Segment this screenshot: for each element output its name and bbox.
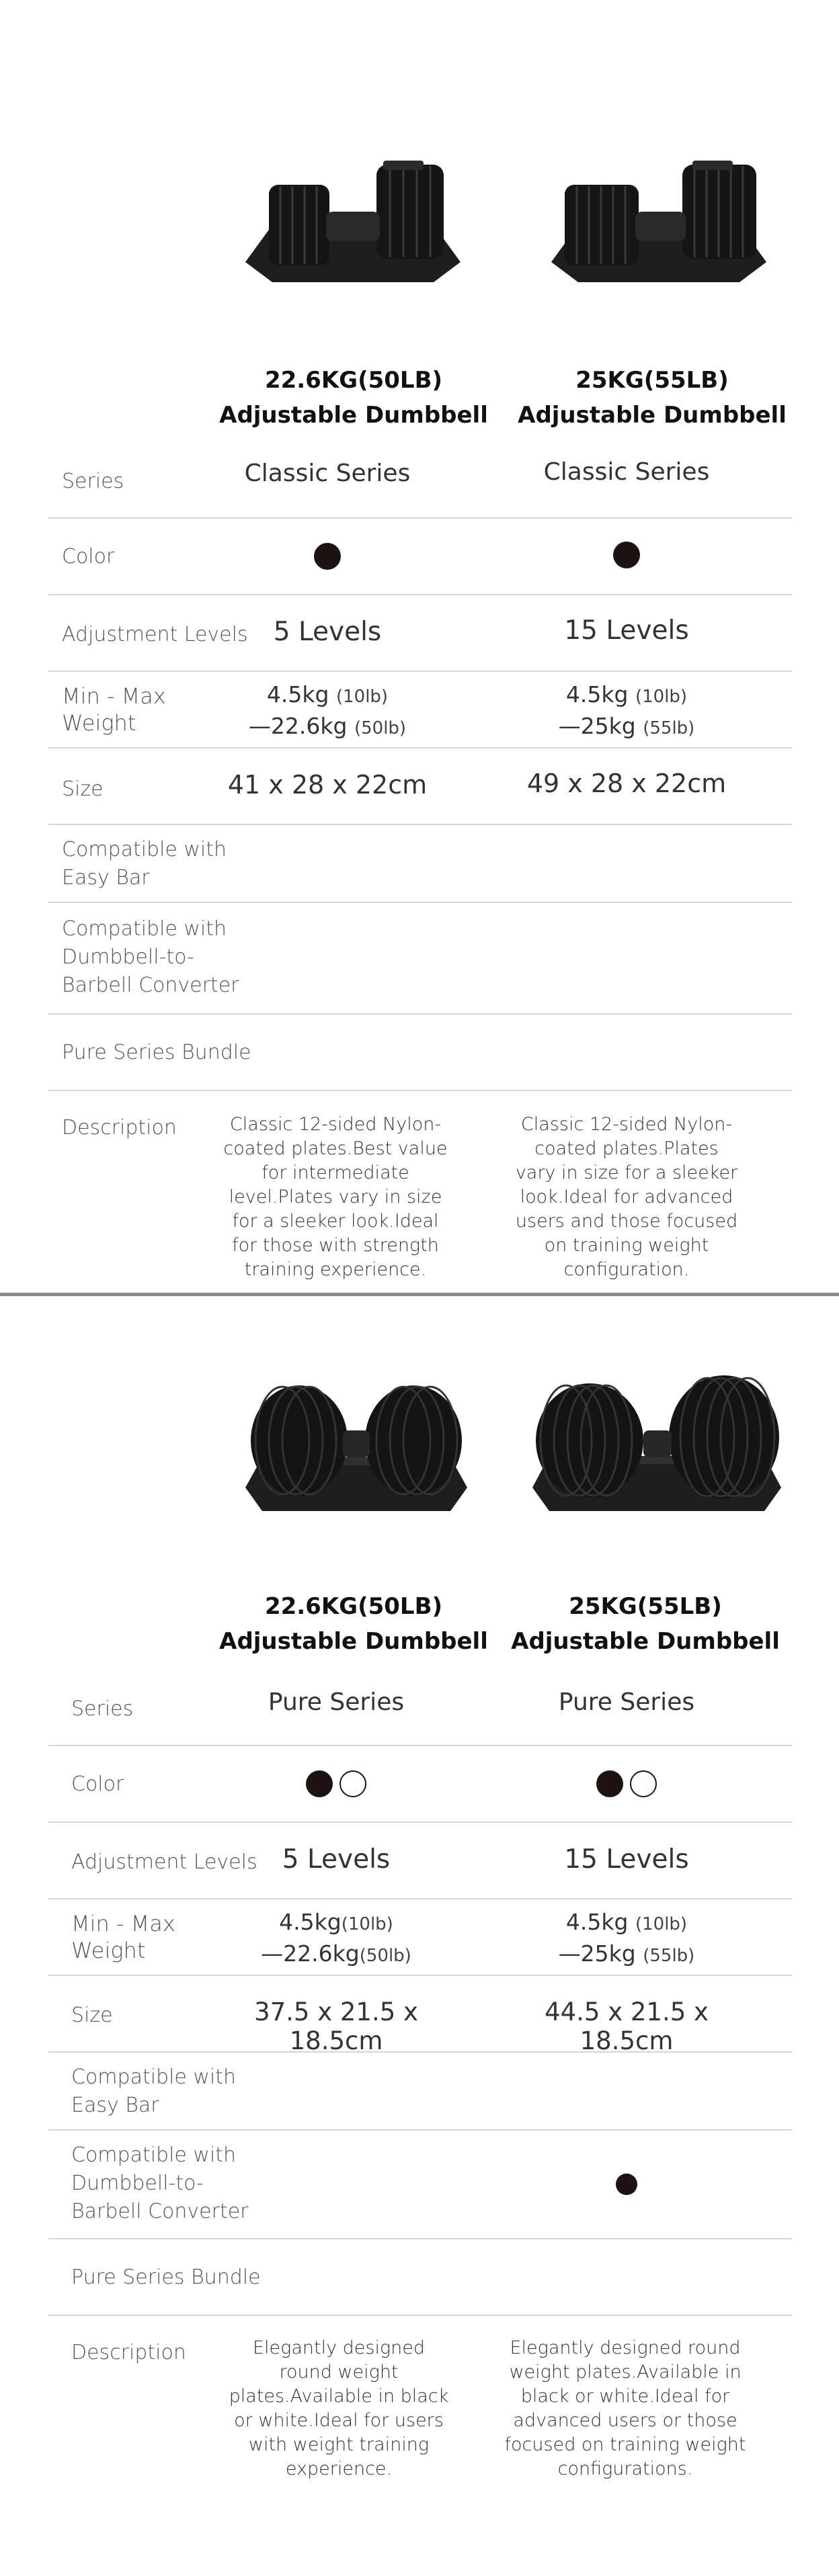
- easy-bar-label: Compatible with Easy Bar: [71, 2065, 237, 2117]
- description-label: Description: [71, 2341, 186, 2364]
- pure-series-comparison: [0, 1296, 839, 2576]
- color-label: Color: [62, 545, 115, 568]
- description-text-2: Classic 12-sided Nylon-coated plates.Plates vary in size for a sleeker look.Ideal for advanced users and those focused on training weight configuration.: [515, 1114, 738, 1280]
- weight-value-2: 4.5kg (10lb) —25kg (55lb): [558, 681, 695, 739]
- easy-bar-row: [48, 825, 792, 903]
- bundle-label: Pure Series Bundle: [71, 2266, 261, 2289]
- compatible-dot-icon: [616, 2174, 637, 2195]
- bundle-label: Pure Series Bundle: [62, 1041, 251, 1064]
- classic-50lb-dumbbell-image: [232, 144, 474, 306]
- easy-bar-label: Compatible with Easy Bar: [62, 838, 227, 890]
- color-swatches-2: [502, 542, 751, 568]
- size-value-2: 44.5 x 21.5 x 18.5cm: [545, 1998, 709, 2055]
- color-swatches-1: [203, 543, 452, 570]
- weight-value-1: 4.5kg (10lb) —22.6kg (50lb): [248, 681, 407, 739]
- adjustment-levels-row: [48, 1823, 792, 1899]
- product-weight: 22.6KG(50LB): [264, 367, 443, 394]
- series-label: Series: [62, 470, 124, 493]
- adjustment-levels-row: [48, 595, 792, 672]
- bundle-row: [48, 2239, 792, 2316]
- classic-product-title-2: [518, 363, 787, 433]
- easy-bar-row: [48, 2053, 792, 2131]
- series-label: Series: [71, 1697, 134, 1721]
- size-value-1: 37.5 x 21.5 x 18.5cm: [254, 1998, 418, 2055]
- adjustment-levels-label: Adjustment Levels: [62, 623, 248, 646]
- description-row: [48, 1091, 792, 1280]
- white-color-swatch: [339, 1770, 366, 1797]
- product-name: Adjustable Dumbbell: [219, 1628, 488, 1655]
- levels-value-1: 5 Levels: [282, 1844, 391, 1875]
- color-row: [48, 519, 792, 595]
- classic-55lb-dumbbell-image: [538, 144, 780, 306]
- product-name: Adjustable Dumbbell: [511, 1628, 780, 1655]
- color-row: [48, 1746, 792, 1823]
- bundle-row: [48, 1015, 792, 1091]
- converter-row: [48, 903, 792, 1015]
- levels-value-2: 15 Levels: [564, 1844, 689, 1875]
- series-row: [48, 1668, 792, 1746]
- product-weight: 22.6KG(50LB): [264, 1593, 443, 1620]
- series-value-1: Pure Series: [268, 1688, 405, 1716]
- product-weight: 25KG(55LB): [575, 367, 729, 394]
- color-label: Color: [71, 1772, 124, 1796]
- levels-value-2: 15 Levels: [564, 615, 689, 646]
- weight-row: [48, 672, 792, 748]
- color-swatches-2: [519, 1770, 734, 1797]
- series-value-1: Classic Series: [244, 460, 411, 487]
- black-color-swatch: [596, 1770, 623, 1797]
- size-label: Size: [71, 2004, 113, 2027]
- product-name: Adjustable Dumbbell: [219, 402, 488, 429]
- pure-55lb-dumbbell-image: [526, 1370, 788, 1525]
- size-value-2: 49 x 28 x 22cm: [526, 769, 727, 798]
- levels-value-1: 5 Levels: [273, 617, 382, 647]
- pure-product-title-2: [511, 1589, 780, 1659]
- black-color-swatch: [306, 1770, 333, 1797]
- size-value-1: 41 x 28 x 22cm: [227, 770, 428, 800]
- pure-50lb-dumbbell-image: [235, 1377, 477, 1525]
- description-text-1: Elegantly designed round weight plates.Available in black or white.Ideal for users with weight training experience.: [229, 2337, 449, 2479]
- black-color-swatch: [613, 542, 640, 568]
- weight-label: Min - Max Weight: [62, 683, 166, 736]
- white-color-swatch: [630, 1770, 657, 1797]
- converter-compatible-mark-2: [519, 2174, 734, 2195]
- size-label: Size: [62, 777, 104, 801]
- weight-row: [48, 1899, 792, 1976]
- description-label: Description: [62, 1116, 177, 1140]
- product-weight: 25KG(55LB): [569, 1593, 722, 1620]
- description-text-2: Elegantly designed round weight plates.Available in black or white.Ideal for advanced users or those focused on training weight configurations.: [504, 2337, 746, 2479]
- size-row: [48, 748, 792, 825]
- series-row: [48, 443, 792, 519]
- color-swatches-1: [230, 1770, 442, 1797]
- size-row: [48, 1976, 792, 2053]
- adjustment-levels-label: Adjustment Levels: [71, 1850, 257, 1874]
- weight-label: Min - Max Weight: [71, 1911, 175, 1963]
- weight-value-2: 4.5kg (10lb) —25kg (55lb): [558, 1909, 695, 1967]
- classic-product-title-1: [219, 363, 488, 433]
- converter-label: Compatible with Dumbbell-to- Barbell Converter: [62, 917, 239, 997]
- black-color-swatch: [314, 543, 341, 570]
- pure-product-title-1: [219, 1589, 488, 1659]
- series-value-2: Pure Series: [558, 1688, 695, 1716]
- converter-label: Compatible with Dumbbell-to- Barbell Converter: [71, 2143, 249, 2223]
- description-row: [48, 2316, 792, 2491]
- description-text-1: Classic 12-sided Nylon-coated plates.Best value for intermediate level.Plates vary in size for a sleeker look.Ideal for those with strength training experience.: [223, 1114, 448, 1280]
- weight-value-1: 4.5kg(10lb) —22.6kg(50lb): [261, 1909, 411, 1967]
- converter-row: [48, 2131, 792, 2239]
- product-name: Adjustable Dumbbell: [518, 402, 787, 429]
- series-value-2: Classic Series: [543, 458, 710, 486]
